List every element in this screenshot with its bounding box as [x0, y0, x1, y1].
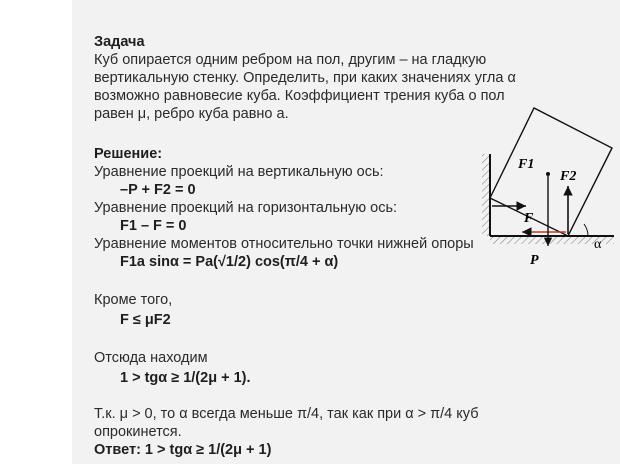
task-line-1: Куб опирается одним ребром на пол, другим – на гладкую	[94, 52, 487, 68]
wall-hatch	[482, 154, 490, 236]
horizontal-projection-label: Уравнение проекций на горизонтальную ось:	[94, 200, 398, 216]
cube-force-diagram	[478, 96, 620, 276]
cube-square	[490, 108, 612, 236]
diagram-svg	[478, 96, 620, 276]
solution-heading: Решение:	[94, 146, 163, 162]
task-line-4: равен μ, ребро куба равно а.	[94, 106, 289, 122]
note-line-2: опрокинется.	[94, 424, 182, 440]
alpha-arc	[584, 224, 588, 236]
hence-label: Отсюда находим	[94, 350, 208, 366]
task-line-2: вертикальную стенку. Определить, при каких значениях угла α	[94, 70, 516, 86]
friction-inequality: F ≤ μF2	[120, 312, 171, 328]
vertical-equation: –P + F2 = 0	[120, 182, 196, 198]
f-label: F	[524, 211, 534, 226]
vertical-projection-label: Уравнение проекций на вертикальную ось:	[94, 164, 384, 180]
horizontal-equation: F1 – F = 0	[120, 218, 187, 234]
note-line-1: Т.к. μ > 0, то α всегда меньше π/4, так как при α > π/4 куб	[94, 406, 479, 422]
answer: Ответ: 1 > tgα ≥ 1/(2μ + 1)	[94, 442, 272, 458]
task-line-3: возможно равновесие куба. Коэффициент трения куба о пол	[94, 88, 505, 104]
moments-equation: F1a sinα = Pa(√1/2) cos(π/4 + α)	[120, 254, 339, 270]
moments-label: Уравнение моментов относительно точки нижней опоры	[94, 236, 474, 252]
alpha-label: α	[594, 237, 602, 252]
f2-label: F2	[560, 169, 577, 184]
center-of-mass-dot	[546, 172, 550, 176]
p-label: P	[530, 253, 539, 268]
task-heading: Задача	[94, 34, 145, 50]
besides-label: Кроме того,	[94, 292, 173, 308]
f1-label: F1	[518, 157, 535, 172]
result-inequality: 1 > tgα ≥ 1/(2μ + 1).	[120, 370, 251, 386]
